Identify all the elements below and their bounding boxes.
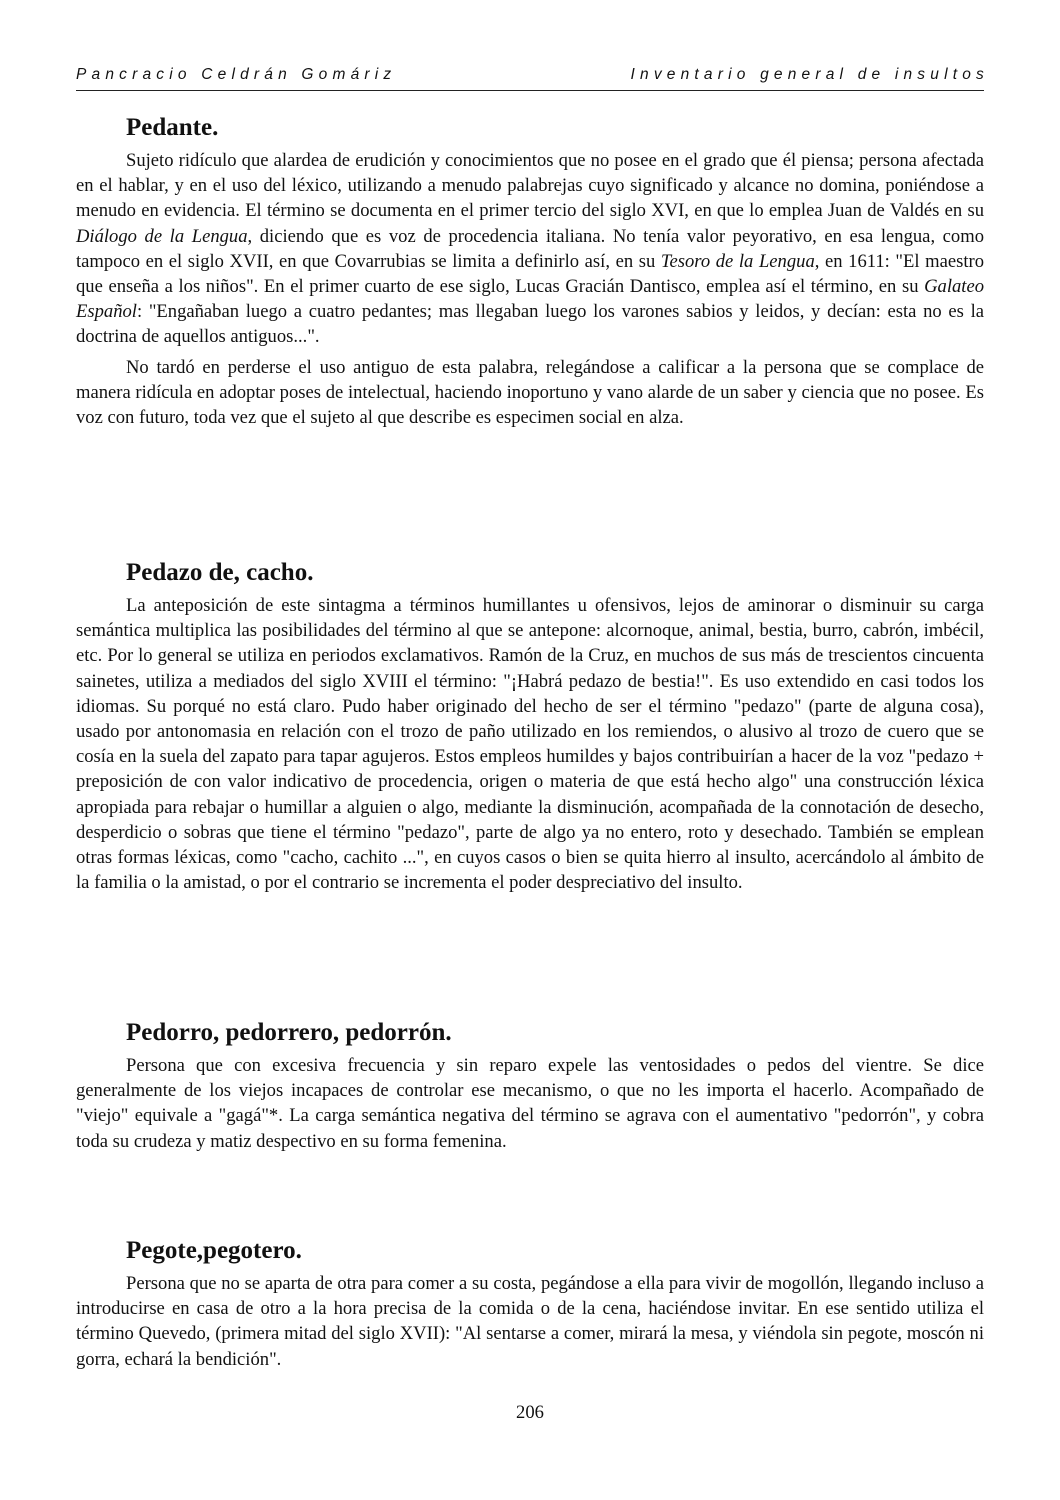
- header-book-title: Inventario general de insultos: [630, 66, 989, 83]
- header-author: Pancracio Celdrán Gomáriz: [76, 66, 397, 83]
- entry-title: Pegote,pegotero.: [126, 1237, 302, 1264]
- entry-paragraph: Persona que con excesiva frecuencia y sin reparo expele las ventosidades o pedos del vientre. Se dice generalmente de los viejos incapaces de controlar ese mecanismo, o que no les importa el hacerlo. Acompañado de "viejo" equivale a "gagá"*. La carga semántica negativa del término se agrava con el aumentativo "pedorrón", y cobra toda su crudeza y matiz despectivo en su forma femenina.: [76, 1055, 984, 1152]
- entry-title: Pedante.: [126, 114, 219, 141]
- entry-pedazo: [76, 558, 984, 900]
- running-header: [76, 66, 989, 91]
- entry-pedorro: [76, 1018, 984, 1159]
- italic-work-title: Tesoro de la Lengua: [660, 250, 815, 272]
- entry-pedante: [76, 113, 984, 435]
- entry-title: Pedorro, pedorrero, pedorrón.: [126, 1019, 452, 1046]
- italic-work-title: Diálogo de la Lengua: [76, 225, 248, 247]
- entry-pegote: [76, 1236, 984, 1377]
- italic-work-title: Galateo Español: [76, 276, 984, 323]
- entry-paragraph: Persona que no se aparta de otra para comer a su costa, pegándose a ella para vivir de mogollón, llegando incluso a introducirse en casa de otro a la hora precisa de la comida o de la cena, haciéndose invitar. En ese sentido utiliza el término Quevedo, (primera mitad del siglo XVII): "Al sentarse a comer, mirará la mesa, y viéndola sin pegote, moscón ni gorra, echará la bendición".: [76, 1273, 984, 1370]
- entry-paragraph: La anteposición de este sintagma a términos humillantes u ofensivos, lejos de aminorar o disminuir su carga semántica multiplica las posibilidades del término al que se antepone: alcornoque, animal, bestia, burro, cabrón, imbécil, etc. Por lo general se utiliza en periodos exclamativos. Ramón de la Cruz, en muchos de sus más de trescientos cincuenta sainetes, utiliza a mediados del siglo XVIII el término: "¡Habrá pedazo de bestia!". Es uso extendido en casi todos los idiomas. Su porqué no está claro. Pudo haber originado del hecho de ser el término "pedazo" (parte de alguna cosa), usado por antonomasia en relación con el trozo de paño utilizado en los remiendos, o alusivo al trozo de cuero que se cosía en la suela del zapato para tapar agujeros. Estos empleos humildes y bajos contribuirían a hacer de la voz "pedazo + preposición de con valor indicativo de procedencia, origen o materia de que está hecho algo" una construcción léxica apropiada para rebajar o humillar a alguien o algo, mediante la disminución, acompañada de la connotación de desecho, desperdicio o sobras que tiene el término "pedazo", parte de algo ya no entero, roto y desechado. También se emplean otras formas léxicas, como "cacho, cachito ...", en cuyos casos o bien se quita hierro al insulto, acercándolo al ámbito de la familia o la amistad, o por el contrario se incrementa el poder despreciativo del insulto.: [76, 595, 984, 894]
- page-number: 206: [516, 1402, 544, 1423]
- entry-paragraph: No tardó en perderse el uso antiguo de esta palabra, relegándose a calificar a la persona que se complace de manera ridícula en adoptar poses de intelectual, haciendo inoportuno y vano alarde de un saber y ciencia que no posee. Es voz con futuro, toda vez que el sujeto al que describe es especimen social en alza.: [76, 356, 984, 429]
- entry-paragraph: Sujeto ridículo que alardea de erudición y conocimientos que no posee en el grado que él piensa; persona afectada en el hablar, y en el uso del léxico, utilizando a menudo palabrejas cuyo significado y alcance no domina, poniéndose a menudo en evidencia. El término se documenta en el primer tercio del siglo XVI, en que lo emplea Juan de Valdés en su Diálogo de la Lengua, diciendo que es voz de procedencia italiana. No tenía valor peyorativo, en esa lengua, como tampoco en el siglo XVII, en que Covarrubias se limita a definirlo así, en su Tesoro de la Lengua, en 1611: "El maestro que enseña a los niños". En el primer cuarto de ese siglo, Lucas Gracián Dantisco, emplea así el término, en su Galateo Español: "Engañaban luego a cuatro pedantes; mas llegaban luego los varones sabios y leidos, y decían: esta no es la doctrina de aquellos antiguos...".: [76, 150, 984, 348]
- entry-title: Pedazo de, cacho.: [126, 559, 314, 586]
